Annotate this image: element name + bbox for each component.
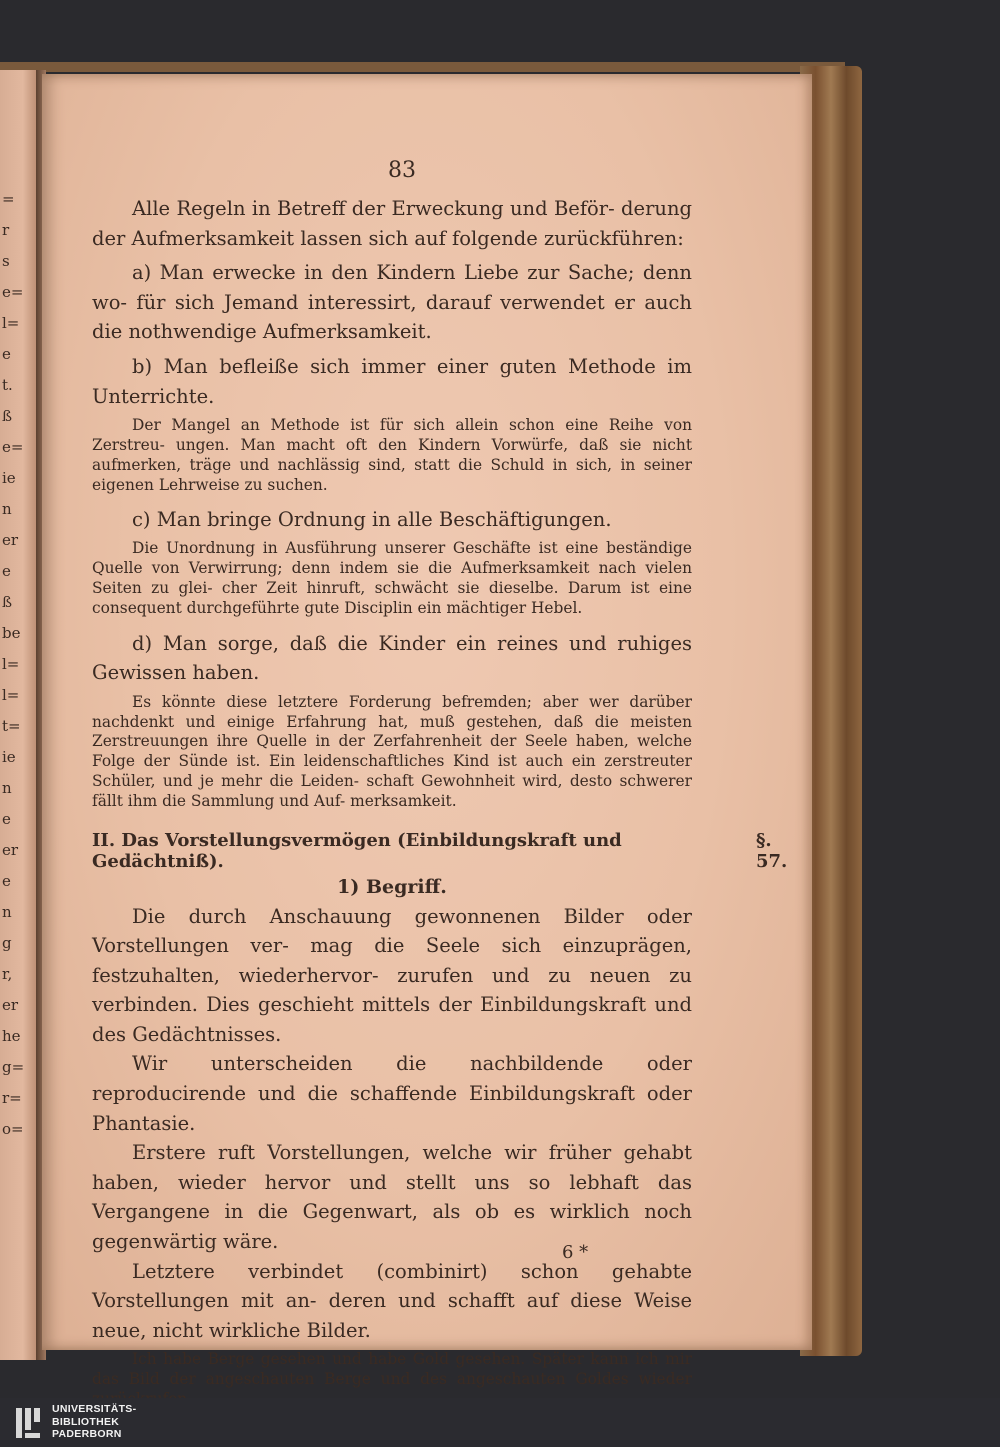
section-heading-row bbox=[92, 829, 788, 872]
book-top-edge bbox=[0, 62, 845, 72]
paragraph-latter: Letztere verbindet (combinirt) schon gehabte Vorstellungen mit an- deren und schafft auf diese Weise neue, nicht wirkliche Bilder. bbox=[92, 1259, 692, 1342]
left-page-fragment: be bbox=[2, 624, 21, 642]
left-page-fragment: l= bbox=[2, 314, 20, 332]
page-text bbox=[92, 194, 788, 1410]
rule-c-note: Die Unordnung in Ausführung unserer Geschäfte ist eine beständige Quelle von Verwirrung; denn indem sie die Aufmerksamkeit nach vielen Seiten zu glei- cher Zeit hinruft, schwächt sie dieselbe. Darum ist eine consequent durchgeführte gute Disciplin ein mächtiger Hebel. bbox=[92, 539, 692, 617]
left-page-fragment: he bbox=[2, 1027, 21, 1045]
left-page-fragment: r, bbox=[2, 965, 13, 983]
paragraph-definition: Die durch Anschauung gewonnenen Bilder oder Vorstellungen ver- mag die Seele sich einzuprägen, festzuhalten, wiederhervor- zurufen und zu neuen zu verbinden. Dies geschieht mittels der Einbildungskraft und des Gedächtnisses. bbox=[92, 904, 692, 1046]
section-marker: §. 57. bbox=[756, 829, 788, 872]
left-page-fragment: t= bbox=[2, 717, 21, 735]
left-page-fragment: r bbox=[2, 221, 10, 239]
left-page-fragment: n bbox=[2, 779, 12, 797]
left-page-fragment: e bbox=[2, 345, 11, 363]
left-page-fragment: er bbox=[2, 841, 19, 859]
book-page bbox=[42, 74, 812, 1389]
left-page-fragment: = bbox=[2, 190, 15, 208]
left-page-fragment: e bbox=[2, 562, 11, 580]
paragraph-intro: Alle Regeln in Betreff der Erweckung und Beför- derung der Aufmerksamkeit lassen sich auf folgende zurückführen: bbox=[92, 197, 692, 250]
left-page-fragment: ß bbox=[2, 593, 13, 611]
library-name-line3: PADERBORN bbox=[52, 1428, 122, 1440]
left-page-fragment: er bbox=[2, 531, 19, 549]
signature-mark: 6 * bbox=[562, 1242, 589, 1263]
left-page-fragment: l= bbox=[2, 655, 20, 673]
paragraph-distinction: Wir unterscheiden die nachbildende oder reproducirende und die schaffende Einbildungskraft oder Phantasie. bbox=[92, 1052, 692, 1135]
page-number: 83 bbox=[388, 158, 416, 183]
left-page-fragment: er bbox=[2, 996, 19, 1014]
left-page-fragment: g bbox=[2, 934, 12, 952]
left-page-fragment: e= bbox=[2, 438, 24, 456]
left-page-fragment: n bbox=[2, 500, 12, 518]
rule-b-note: Der Mangel an Methode ist für sich allein schon eine Reihe von Zerstreu- ungen. Man macht oft den Kindern Vorwürfe, daß sie nicht aufmerken, träge und nachlässig sind, statt die Schuld in sich, in seiner eigenen Lehrweise zu suchen. bbox=[92, 416, 692, 494]
library-name-line1: UNIVERSITÄTS- bbox=[52, 1403, 137, 1415]
left-page-fragment: ß bbox=[2, 407, 13, 425]
left-page-fragment: t. bbox=[2, 376, 13, 394]
left-page-fragment: ie bbox=[2, 748, 16, 766]
library-name-line2: BIBLIOTHEK bbox=[52, 1415, 120, 1428]
left-page-fragment: l= bbox=[2, 686, 20, 704]
library-footer bbox=[0, 1398, 1000, 1447]
rule-a: a) Man erwecke in den Kindern Liebe zur Sache; denn wo- für sich Jemand interessirt, darauf verwendet er auch die nothwendige Aufmerksamkeit. bbox=[92, 261, 692, 344]
library-name bbox=[52, 1403, 136, 1441]
rule-d-note: Es könnte diese letztere Forderung befremden; aber wer darüber nachdenkt und einige Erfahrung hat, muß gestehen, daß die meisten Zerstreuungen ihre Quelle in der Zerfahrenheit der Seele haben, welche Folge der Sünde ist. Ein leidenschaftliches Kind ist auch ein zerstreuter Schüler, und je mehr die Leiden- schaft Gewohnheit wird, desto schwerer fällt ihm die Sammlung und Auf- merksamkeit. bbox=[92, 692, 692, 810]
section-heading: II. Das Vorstellungsvermögen (Einbildungskraft und Gedächtniß). bbox=[92, 829, 622, 872]
paragraph-example: Ich habe Berge gesehen und habe Gold gesehen. Später kann ich mir das Bild der angeschauten Berge und des angeschauten Goldes wieder bbox=[92, 1350, 692, 1389]
left-page-fragment: ie bbox=[2, 469, 16, 487]
left-page-fragment: e bbox=[2, 872, 11, 890]
rule-d: d) Man sorge, daß die Kinder ein reines und ruhiges Gewissen haben. bbox=[92, 631, 692, 685]
paragraph-former: Erstere ruft Vorstellungen, welche wir früher gehabt haben, wieder hervor und stellt uns so lebhaft das Vergangene in die Gegenwart, als ob es wirklich noch gegenwärtig wäre. bbox=[92, 1141, 692, 1254]
left-page-fragment: e bbox=[2, 810, 11, 828]
rule-c: c) Man bringe Ordnung in alle Beschäftigungen. bbox=[132, 508, 612, 532]
left-page-fragment: s bbox=[2, 252, 10, 270]
left-page-fragment: e= bbox=[2, 283, 24, 301]
left-page-fragment: n bbox=[2, 903, 12, 921]
subheading: 1) Begriff. bbox=[337, 875, 447, 898]
left-page-fragment: g= bbox=[2, 1058, 25, 1076]
library-logo-icon bbox=[14, 1406, 44, 1440]
left-page-fragment: o= bbox=[2, 1120, 24, 1138]
rule-b: b) Man befleiße sich immer einer guten Methode im Unterrichte. bbox=[92, 354, 692, 408]
left-page-fragment: r= bbox=[2, 1089, 22, 1107]
